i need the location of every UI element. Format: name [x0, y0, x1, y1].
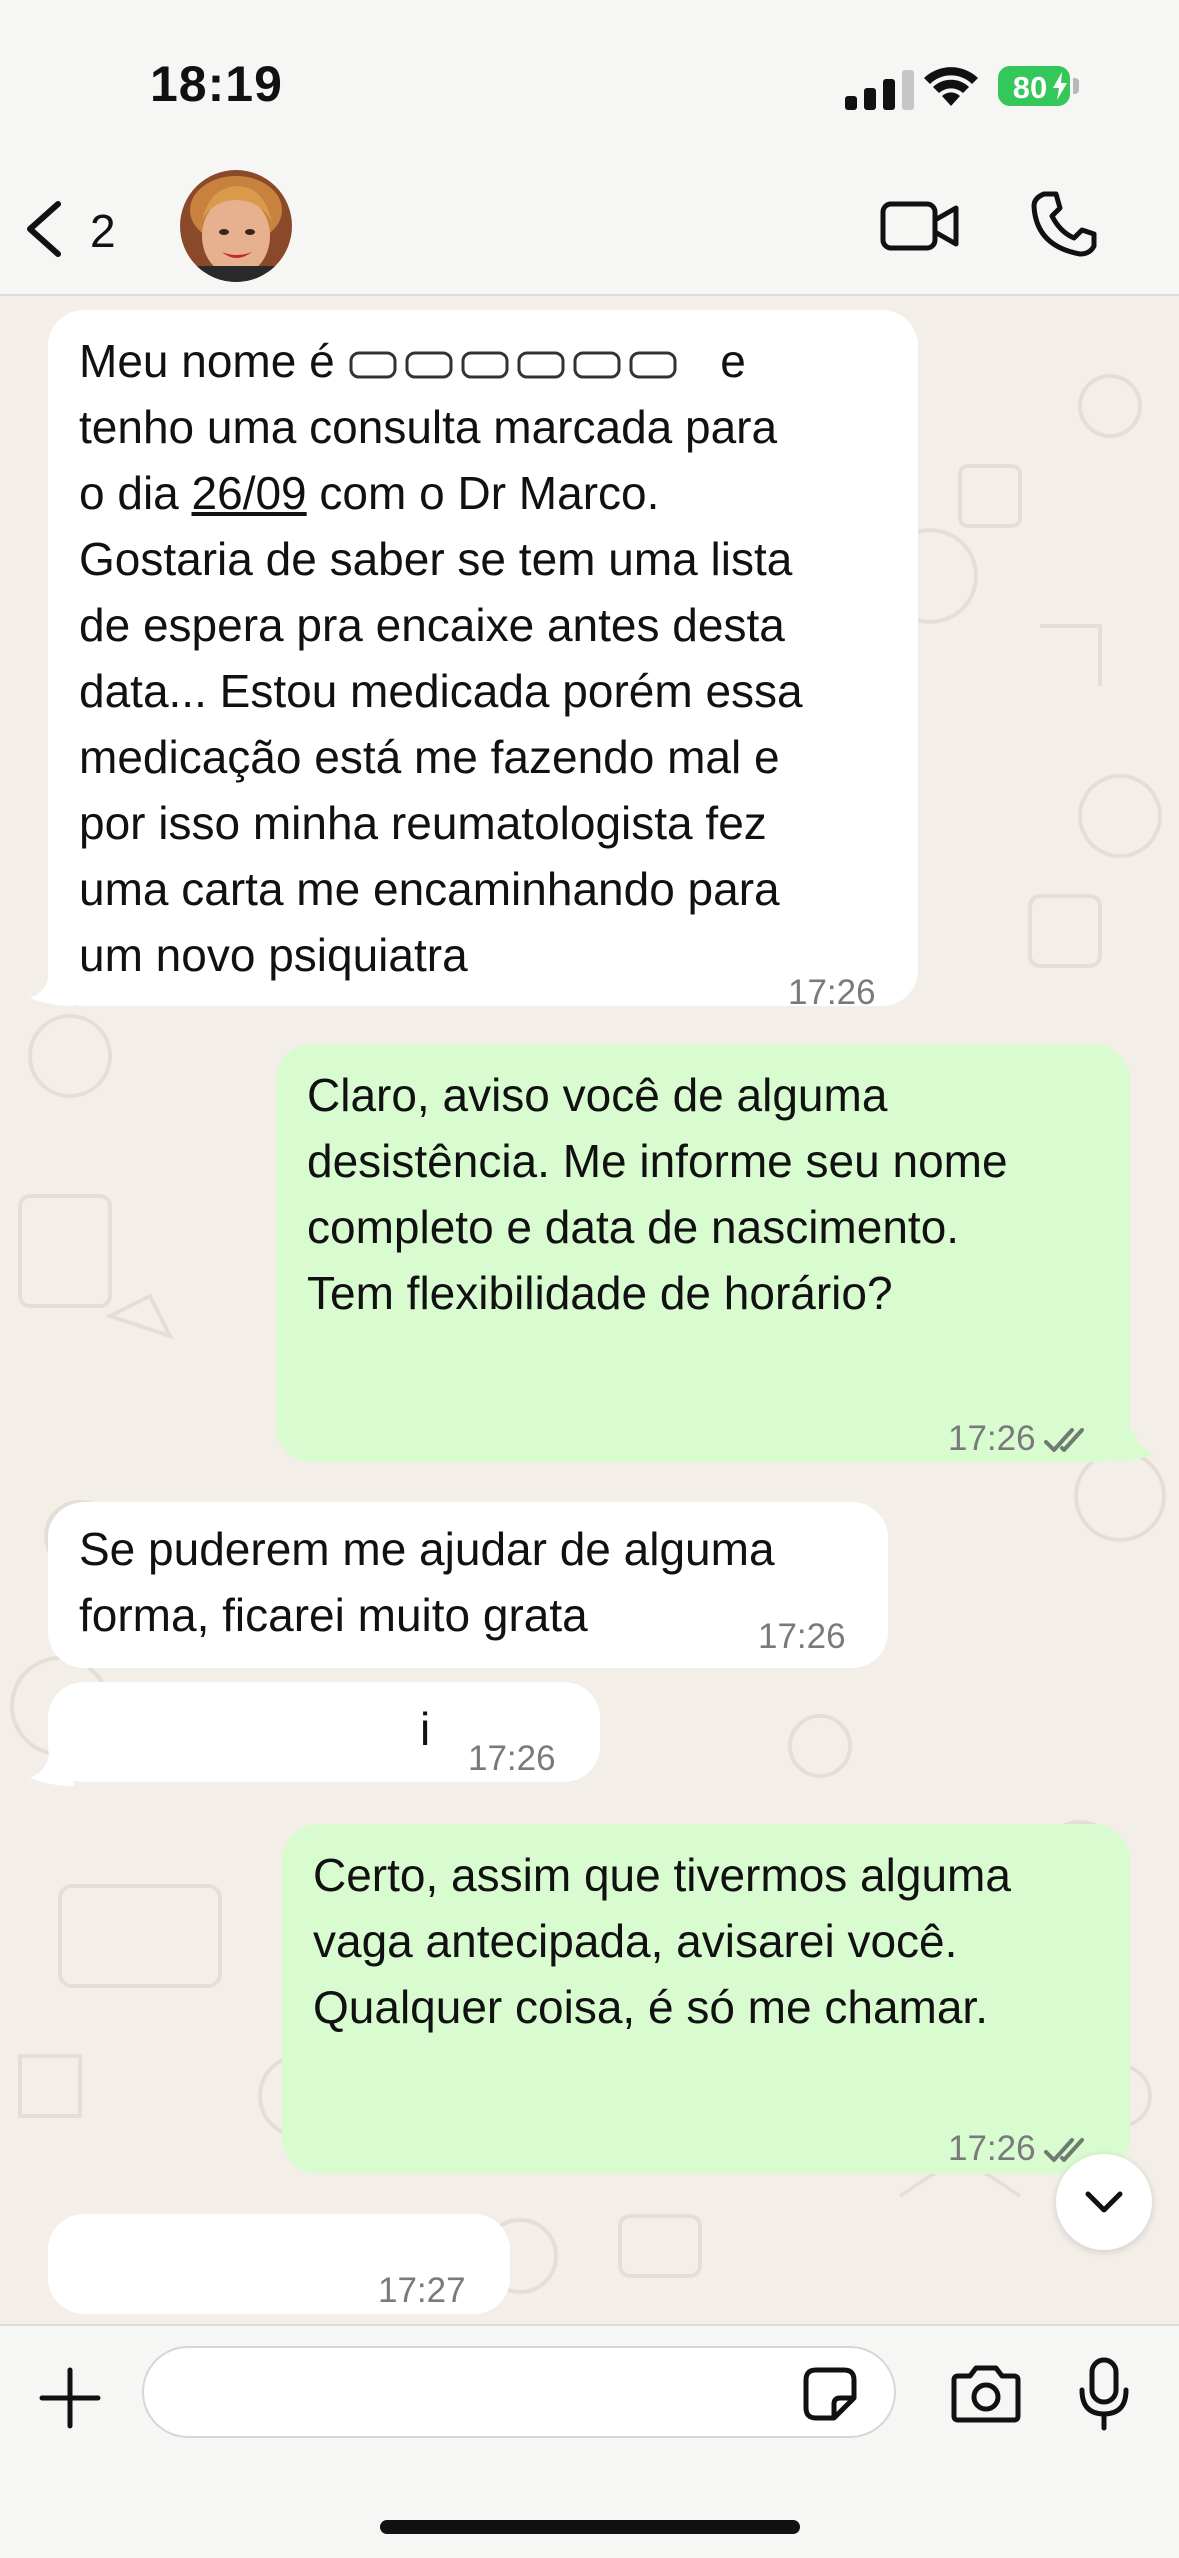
- message-time: 17:26: [758, 1617, 846, 1656]
- incoming-message[interactable]: [48, 310, 918, 1012]
- camera-icon[interactable]: [950, 2364, 1022, 2424]
- battery-icon: [998, 66, 1080, 106]
- contact-avatar[interactable]: [180, 170, 292, 282]
- status-time: 18:19: [150, 56, 283, 112]
- redacted-name: [347, 345, 707, 385]
- read-ticks-icon: [1044, 1426, 1092, 1456]
- home-indicator[interactable]: [380, 2520, 800, 2534]
- cellular-signal-icon: [845, 70, 915, 110]
- incoming-message[interactable]: [48, 2214, 510, 2314]
- message-time: 17:26: [948, 1406, 1092, 1472]
- avatar-image: [180, 170, 292, 282]
- bubble-tail: [1110, 1432, 1154, 1462]
- plus-icon[interactable]: [38, 2366, 102, 2430]
- battery-cap: [1073, 78, 1079, 94]
- charging-bolt-icon: [1052, 72, 1068, 100]
- incoming-message[interactable]: [48, 1682, 600, 1782]
- incoming-message[interactable]: [48, 1502, 888, 1668]
- sticker-icon[interactable]: [802, 2366, 858, 2422]
- message-text: Claro, aviso você de alguma desistência. Me informe seu nome completo e data de nascimento. Tem flexibilidade de horário?: [307, 1069, 1008, 1319]
- composer-bar: [0, 2324, 1179, 2558]
- outgoing-message[interactable]: [282, 1824, 1130, 2174]
- chevron-left-icon: [22, 200, 66, 258]
- message-time: 17:26: [788, 973, 876, 1012]
- chat-area[interactable]: [0, 296, 1179, 2324]
- message-text: Meu nome é e tenho uma consulta marcada para o dia 26/09 com o Dr Marco. Gostaria de saber se tem uma lista de espera pra encaixe antes desta data... Estou medicada porém essa medicação está me fazendo mal e por isso minha reumatologista fez uma carta me encaminhando para um novo psiquiatra: [79, 335, 803, 981]
- scroll-to-bottom-button[interactable]: [1056, 2154, 1152, 2250]
- date-link[interactable]: 26/09: [191, 467, 307, 519]
- bubble-tail: [30, 976, 74, 1006]
- unread-count: 2: [90, 205, 116, 257]
- battery-level: 80: [1012, 70, 1048, 105]
- chevron-down-icon: [1084, 2188, 1124, 2216]
- message-text: Certo, assim que tivermos alguma vaga antecipada, avisarei você. Qualquer coisa, é só me chamar.: [313, 1849, 1011, 2033]
- phone-call-icon[interactable]: [1030, 190, 1098, 258]
- message-text: i: [420, 1703, 431, 1755]
- message-input[interactable]: [142, 2346, 896, 2438]
- video-call-icon[interactable]: [880, 196, 960, 256]
- microphone-icon[interactable]: [1078, 2356, 1130, 2432]
- outgoing-message[interactable]: [276, 1044, 1130, 1462]
- back-button[interactable]: [22, 194, 132, 264]
- bubble-tail: [30, 1756, 74, 1786]
- message-text: Se puderem me ajudar de alguma forma, ficarei muito grata: [79, 1523, 775, 1641]
- status-bar: [0, 0, 1179, 160]
- chat-header: [0, 160, 1179, 296]
- message-time: 17:26: [468, 1739, 556, 1778]
- message-time: 17:27: [378, 2271, 466, 2310]
- wifi-icon: [922, 62, 980, 108]
- message-time: 17:26: [948, 2116, 1092, 2182]
